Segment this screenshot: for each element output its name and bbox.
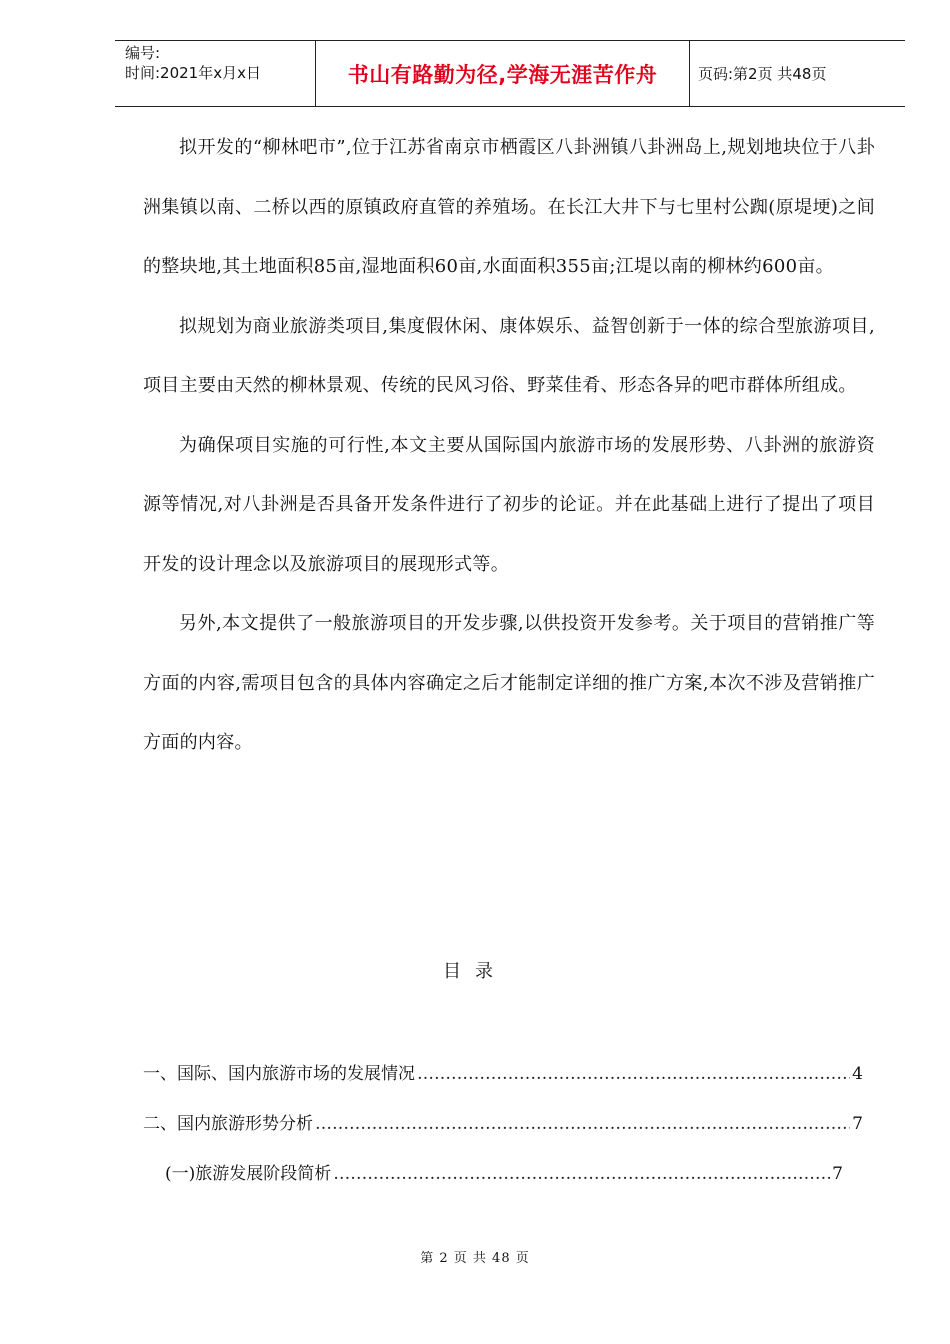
toc-entry[interactable] xyxy=(165,1159,843,1184)
toc-entry[interactable] xyxy=(143,1109,863,1134)
header-page-info-cell xyxy=(690,41,905,106)
paragraph: 拟开发的“柳林吧市”,位于江苏省南京市栖霞区八卦洲镇八卦洲岛上,规划地块位于八卦洲集镇以南、二桥以西的原镇政府直管的养殖场。在长江大井下与七里村公踟(原堤埂)之间的整块地,其土地面积85亩,湿地面积60亩,水面面积355亩;江堤以南的柳林约600亩。 xyxy=(143,137,875,277)
document-time: 时间:2021年x月x日 xyxy=(125,64,261,82)
toc-entry-label: 一、国际、国内旅游市场的发展情况 xyxy=(143,1064,415,1084)
header-motto: 书山有路勤为径,学海无涯苦作舟 xyxy=(347,62,658,87)
header-meta xyxy=(115,41,316,106)
page-footer: 第 2 页 共 48 页 xyxy=(420,1251,530,1266)
toc-entry-page: 7 xyxy=(832,1164,843,1184)
toc-entry-page: 4 xyxy=(852,1064,863,1084)
header-motto-cell xyxy=(316,41,690,106)
header-page-info: 页码:第2页 共48页 xyxy=(698,65,827,83)
page-header xyxy=(115,40,905,107)
toc-leader-dots xyxy=(417,1064,850,1084)
document-body xyxy=(143,118,875,773)
document-number: 编号: xyxy=(125,44,161,62)
paragraph: 为确保项目实施的可行性,本文主要从国际国内旅游市场的发展形势、八卦洲的旅游资源等情况,对八卦洲是否具备开发条件进行了初步的论证。并在此基础上进行了提出了项目开发的设计理念以及旅游项目的展现形式等。 xyxy=(143,434,875,575)
paragraph: 拟规划为商业旅游类项目,集度假休闲、康体娱乐、益智创新于一体的综合型旅游项目,项目主要由天然的柳林景观、传统的民风习俗、野菜佳肴、形态各异的吧市群体所组成。 xyxy=(143,315,875,396)
toc-title: 目录 xyxy=(443,961,507,982)
paragraph: 另外,本文提供了一般旅游项目的开发步骤,以供投资开发参考。关于项目的营销推广等方面的内容,需项目包含的具体内容确定之后才能制定详细的推广方案,本次不涉及营销推广方面的内容。 xyxy=(143,613,875,753)
toc-entry[interactable] xyxy=(143,1059,863,1084)
toc-entry-label: (一)旅游发展阶段简析 xyxy=(165,1164,332,1184)
toc-entry-label: 二、国内旅游形势分析 xyxy=(143,1114,313,1134)
toc-leader-dots xyxy=(333,1164,830,1184)
toc-leader-dots xyxy=(315,1114,850,1134)
toc-entry-page: 7 xyxy=(852,1114,863,1134)
